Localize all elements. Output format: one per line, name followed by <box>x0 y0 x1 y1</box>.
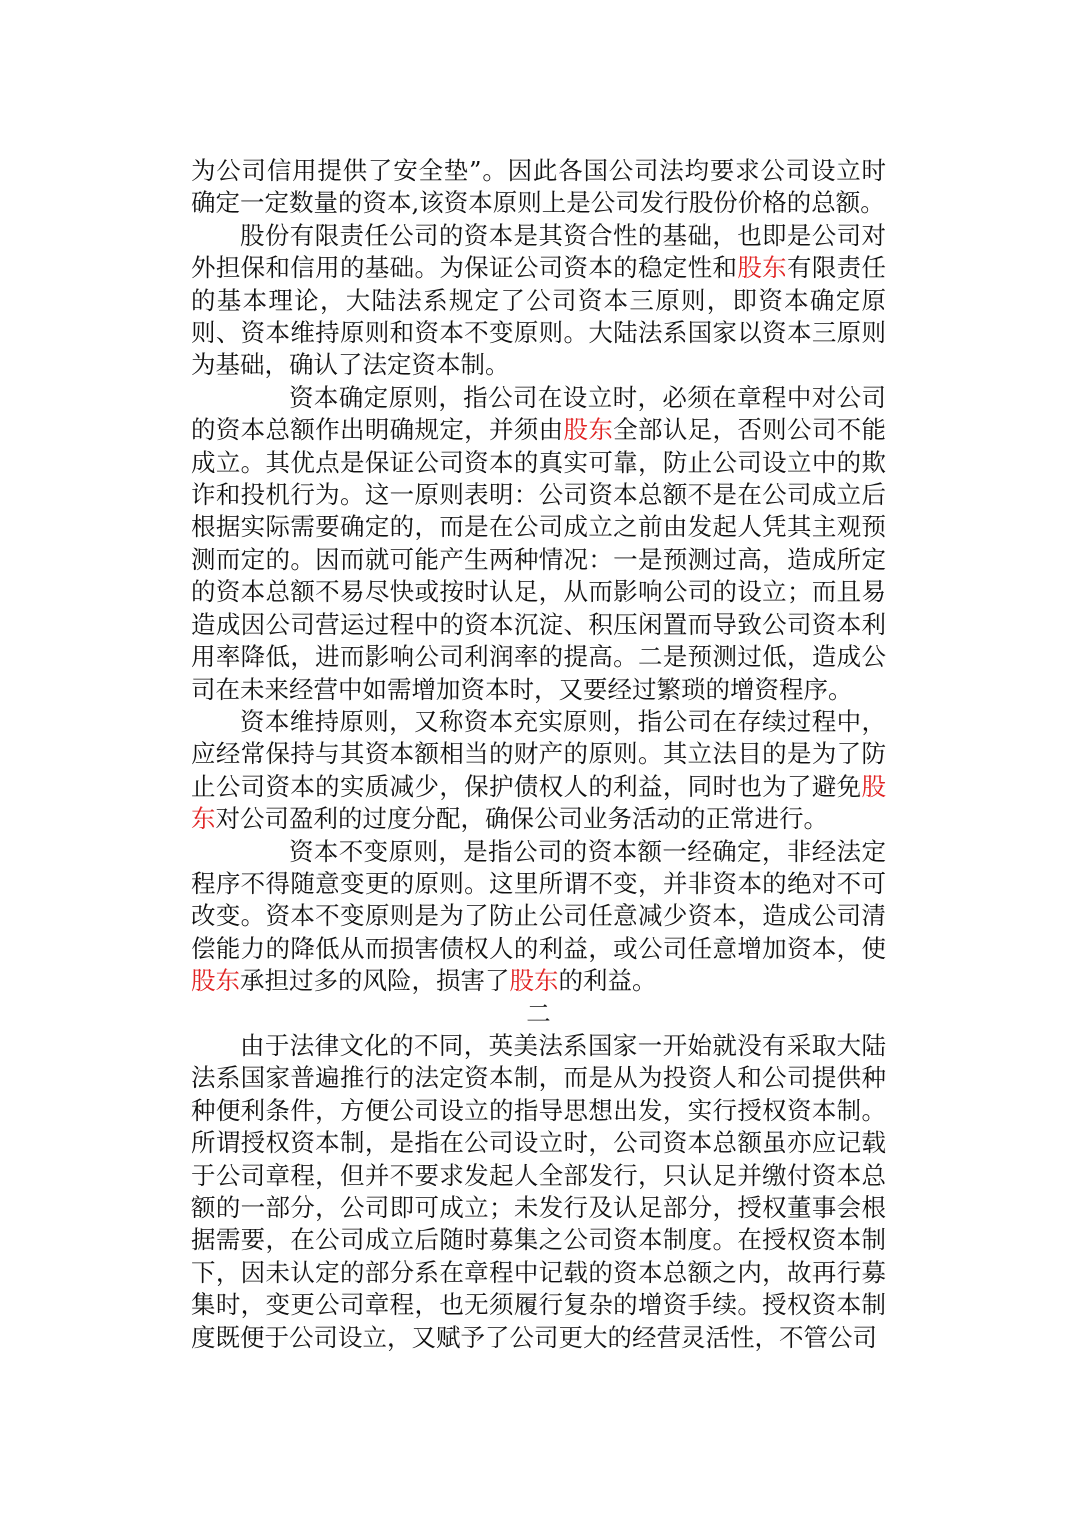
shareholder-link[interactable]: 股东 <box>509 966 559 996</box>
paragraph-share-capital <box>191 220 886 382</box>
paragraph-continuation <box>191 155 886 220</box>
paragraph-capital-invariance <box>191 836 886 998</box>
shareholder-link[interactable]: 股东 <box>191 771 886 834</box>
text-run: 有限责任的基本理论，大陆法系规定了公司资本三原则，即资本确定原则、资本维持原则和资本不变原则。大陆法系国家以资本三原则为基础，确认了法定资本制。 <box>191 253 887 380</box>
paragraph-capital-determination <box>191 382 886 706</box>
paragraph-capital-maintenance <box>191 706 886 836</box>
text-run: 为公司信用提供了安全垫”。因此各国公司法均要求公司设立时确定一定数量的资本,该资本原则上是公司发行股份价格的总额。 <box>191 156 886 218</box>
text-run: 对公司盈利的过度分配，确保公司业务活动的正常进行。 <box>215 804 828 834</box>
text-run: 资本不变原则，是指公司的资本额一经确定，非经法定程序不得随意变更的原则。这里所谓不变，并非资本的绝对不可改变。资本不变原则是为了防止公司任意减少资本，造成公司清偿能力的降低从而损害债权人的利益，或公司任意增加资本，使 <box>191 836 886 963</box>
text-run: 承担过多的风险，损害了 <box>240 966 510 996</box>
shareholder-link[interactable]: 股东 <box>563 415 614 445</box>
document-page <box>191 155 886 1354</box>
section-number: 二 <box>526 998 551 1028</box>
text-run: 的利益。 <box>558 966 657 996</box>
text-run: 资本维持原则，又称资本充实原则，指公司在存续过程中，应经常保持与其资本额相当的财产的原则。其立法目的是为了防止公司资本的实质减少，保护债权人的利益，同时也为了避免 <box>191 706 886 801</box>
text-run: 资本确定原则，指公司在设立时，必须在章程中对公司的资本总额作出明确规定，并须由 <box>191 382 886 445</box>
paragraph-authorized-capital <box>191 1030 886 1354</box>
text-run: 全部认足，否则公司不能成立。其优点是保证公司资本的真实可靠，防止公司设立中的欺诈和投机行为。这一原则表明：公司资本总额不是在公司成立后根据实际需要确定的，而是在公司成立之前由发起人凭其主观预测而定的。因而就可能产生两种情况：一是预测过高，造成所定的资本总额不易尽快或按时认足，从而影响公司的设立；而且易造成因公司营运过程中的资本沉淀、积压闲置而导致公司资本利用率降低，进而影响公司利润率的提高。二是预测过低，造成公司在未来经营中如需增加资本时，又要经过繁琐的增资程序。 <box>191 415 887 704</box>
text-run: 由于法律文化的不同，英美法系国家一开始就没有采取大陆法系国家普遍推行的法定资本制，而是从为投资人和公司提供种种便利条件，方便公司设立的指导思想出发，实行授权资本制。所谓授权资本制，是指在公司设立时，公司资本总额虽亦应记载于公司章程，但并不要求发起人全部发行，只认足并缴付资本总额的一部分，公司即可成立；未发行及认足部分，授权董事会根据需要，在公司成立后随时募集之公司资本制度。在授权资本制下，因未认定的部分系在章程中记载的资本总额之内，故再行募集时，变更公司章程，也无须履行复杂的增资手续。授权资本制度既便于公司设立，又赋予了公司更大的经营灵活性，不管公司 <box>191 1030 886 1352</box>
shareholder-link[interactable]: 股东 <box>191 966 240 996</box>
text-run: 股份有限责任公司的资本是其资合性的基础，也即是公司对外担保和信用的基础。为保证公司资本的稳定性和 <box>191 220 886 283</box>
shareholder-link[interactable]: 股东 <box>737 253 788 283</box>
